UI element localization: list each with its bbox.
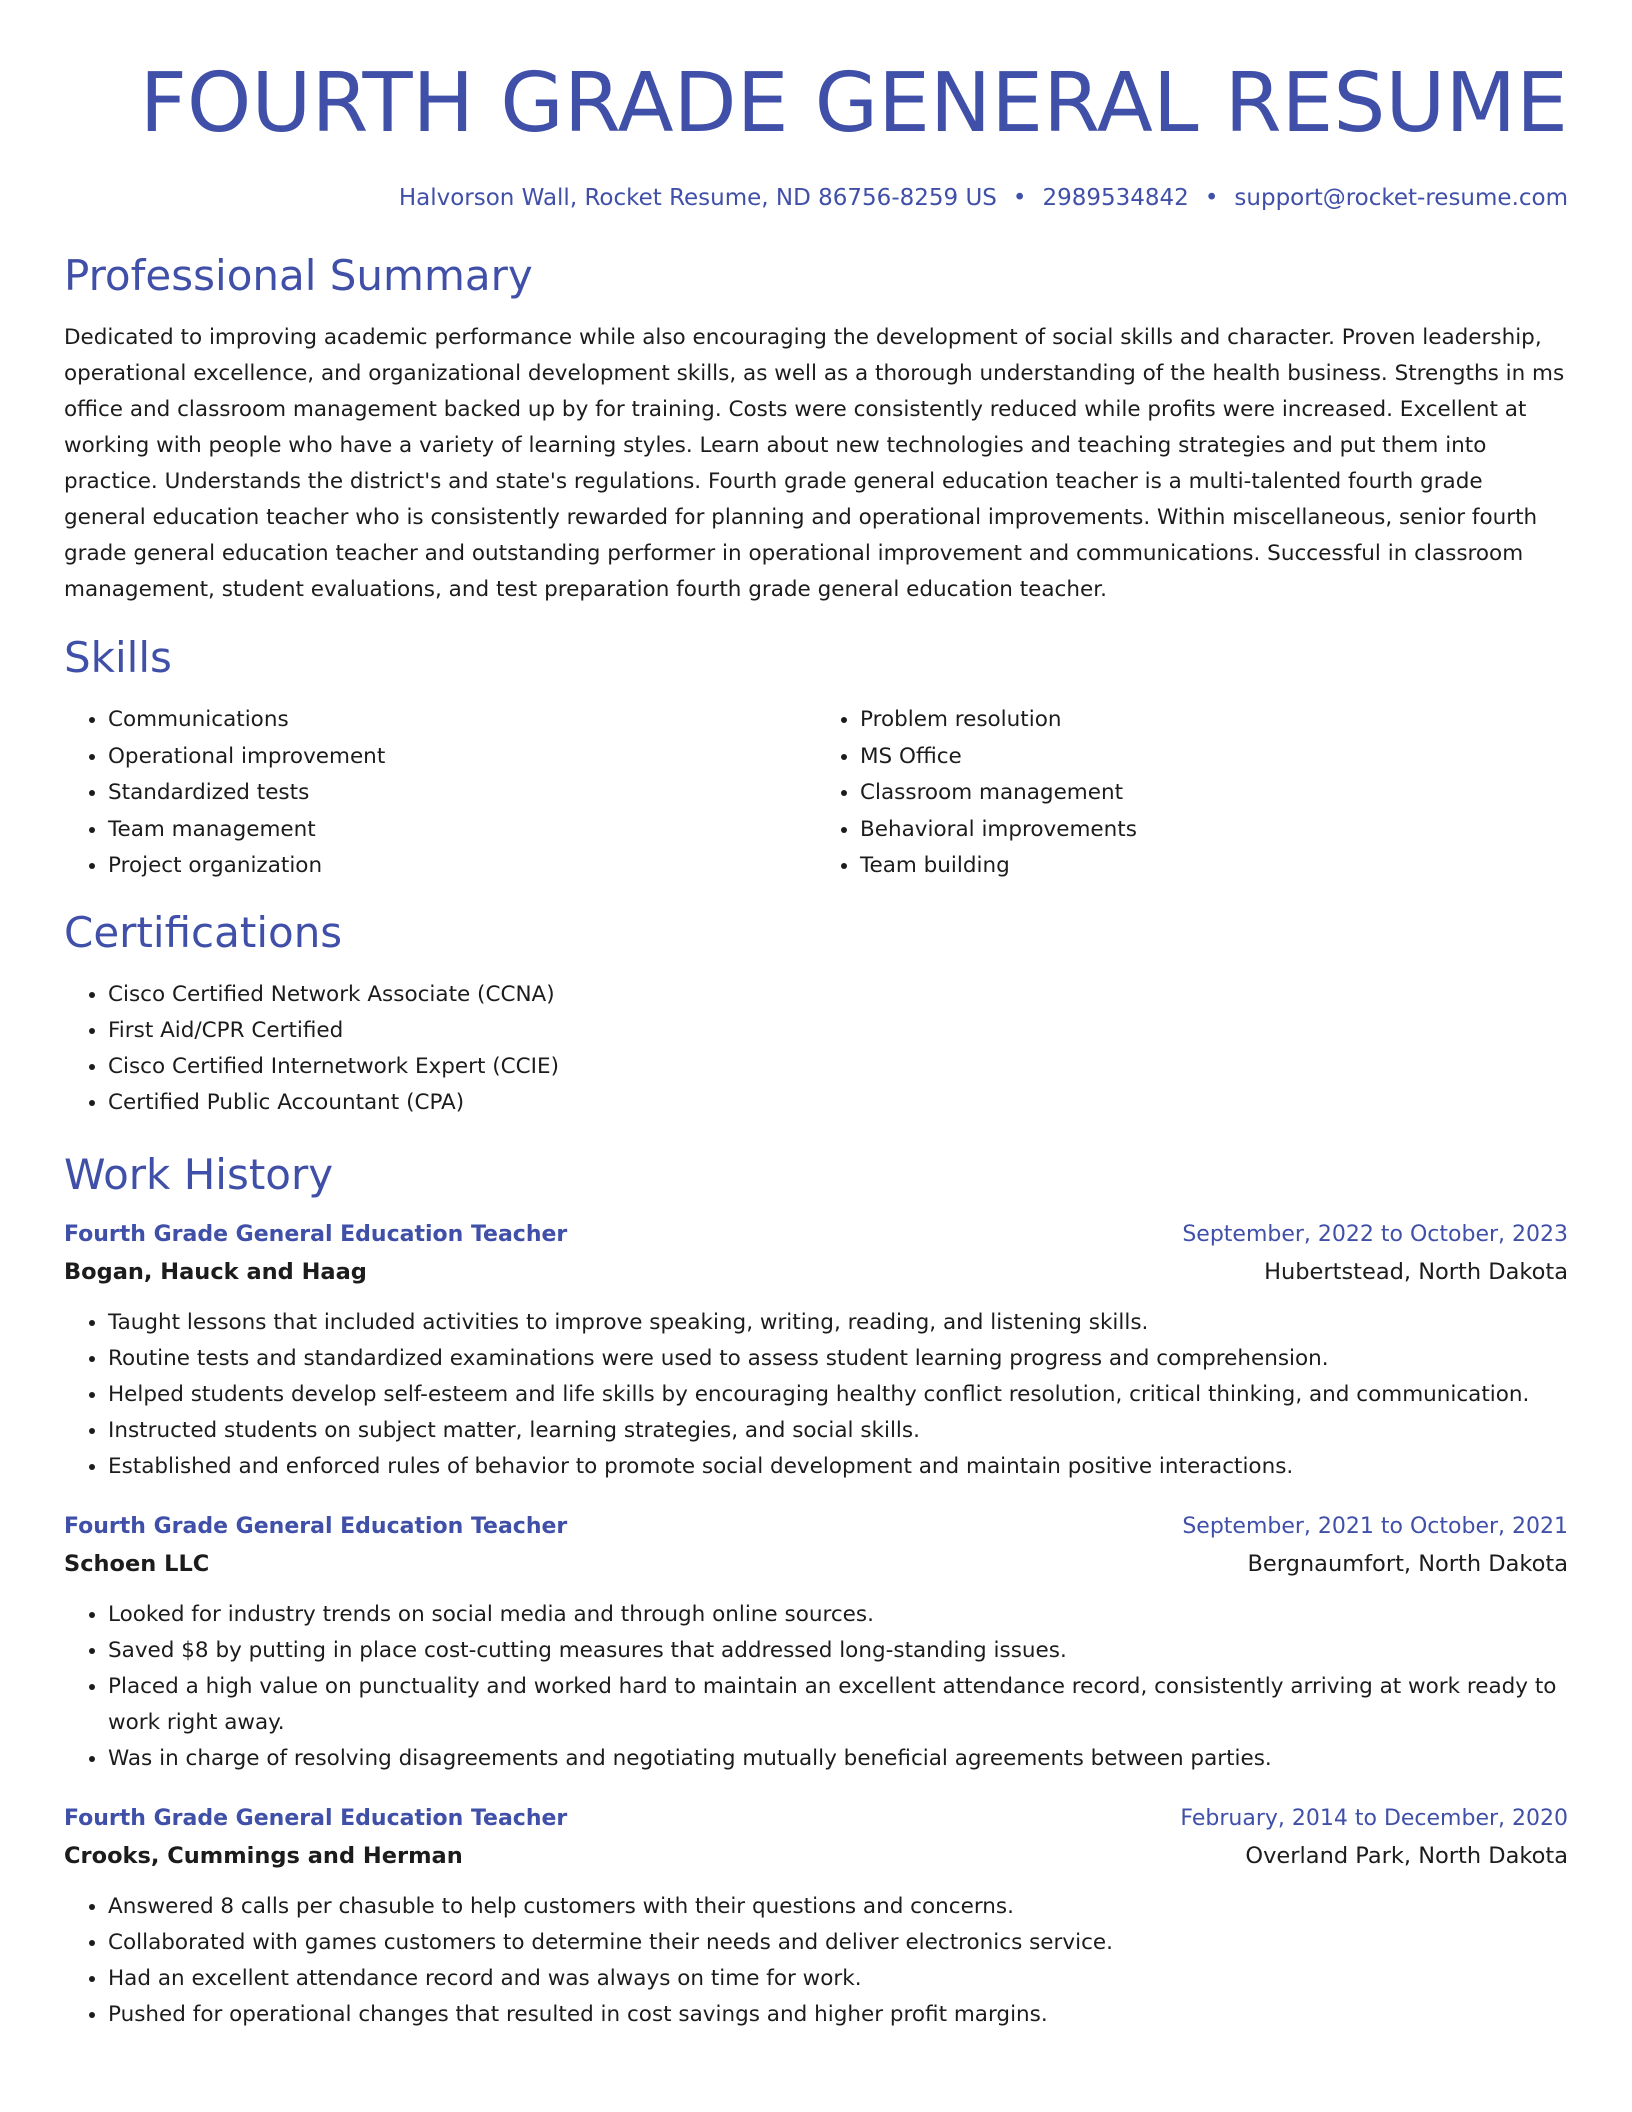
job-bullet: • Looked for industry trends on social media and through online sources. <box>108 1597 1568 1633</box>
contact-address: Halvorson Wall, Rocket Resume, ND 86756-8259 US <box>398 185 997 211</box>
skill-item: • Classroom management <box>860 775 1568 812</box>
skills-grid <box>64 702 1568 885</box>
work-history-heading: Work History <box>64 1149 334 1199</box>
certification-item: • Cisco Certified Network Associate (CCNA) <box>108 977 1568 1013</box>
job-bullets <box>64 1597 1568 1777</box>
job-entry <box>64 1509 1568 1777</box>
skill-item: • Behavioral improvements <box>860 812 1568 849</box>
contact-email: support@rocket-resume.com <box>1234 185 1568 211</box>
job-entry <box>64 1801 1568 2033</box>
contact-separator: • <box>1204 185 1219 211</box>
skill-item: • Standardized tests <box>108 775 816 812</box>
skill-item: • Team management <box>108 812 816 849</box>
contact-phone: 2989534842 <box>1042 185 1189 211</box>
skill-item: • Operational improvement <box>108 739 816 776</box>
job-bullets <box>64 1889 1568 2033</box>
job-location: Overland Park, North Dakota <box>1245 1842 1568 1869</box>
job-bullet: • Had an excellent attendance record and was always on time for work. <box>108 1961 1568 1997</box>
job-dates: September, 2021 to October, 2021 <box>1182 1513 1568 1539</box>
resume-page <box>64 0 1568 2033</box>
contact-separator: • <box>1012 185 1027 211</box>
job-bullet: • Established and enforced rules of behavior to promote social development and maintain positive interactions. <box>108 1449 1568 1485</box>
job-subheader <box>64 1253 1568 1291</box>
job-bullet: • Placed a high value on punctuality and worked hard to maintain an excellent attendance record, consistently arriving at work ready to work right away. <box>108 1669 1568 1741</box>
skills-list-left <box>64 702 816 885</box>
resume-title: FOURTH GRADE GENERAL RESUME <box>139 56 1568 151</box>
job-bullet: • Answered 8 calls per chasuble to help customers with their questions and concerns. <box>108 1889 1568 1925</box>
job-bullet: • Routine tests and standardized examinations were used to assess student learning progress and comprehension. <box>108 1341 1568 1377</box>
job-subheader <box>64 1545 1568 1583</box>
job-bullets <box>64 1305 1568 1485</box>
contact-line <box>64 182 1568 214</box>
job-company: Bogan, Hauck and Haag <box>64 1258 367 1285</box>
skills-heading: Skills <box>64 633 172 682</box>
skill-item: • Team building <box>860 848 1568 885</box>
job-bullet: • Pushed for operational changes that resulted in cost savings and higher profit margins. <box>108 1997 1568 2033</box>
skill-item: • Project organization <box>108 848 816 885</box>
job-header <box>64 1217 1568 1253</box>
job-location: Hubertstead, North Dakota <box>1264 1258 1568 1285</box>
job-bullet: • Collaborated with games customers to determine their needs and deliver electronics service. <box>108 1925 1568 1961</box>
certification-item: • Cisco Certified Internetwork Expert (CCIE) <box>108 1049 1568 1085</box>
job-location: Bergnaumfort, North Dakota <box>1247 1550 1568 1577</box>
job-bullet: • Instructed students on subject matter, learning strategies, and social skills. <box>108 1413 1568 1449</box>
job-bullet: • Taught lessons that included activities to improve speaking, writing, reading, and listening skills. <box>108 1305 1568 1341</box>
job-entry <box>64 1217 1568 1485</box>
job-title: Fourth Grade General Education Teacher <box>64 1221 568 1247</box>
job-header <box>64 1801 1568 1837</box>
certifications-heading: Certifications <box>64 907 343 957</box>
skills-list-right <box>816 702 1568 885</box>
skill-item: • Communications <box>108 702 816 739</box>
certifications-list <box>64 977 1568 1121</box>
summary-heading: Professional Summary <box>64 251 533 300</box>
skill-item: • MS Office <box>860 739 1568 776</box>
job-dates: February, 2014 to December, 2020 <box>1180 1805 1568 1831</box>
job-company: Crooks, Cummings and Herman <box>64 1842 463 1869</box>
job-company: Schoen LLC <box>64 1550 210 1577</box>
job-bullet: • Was in charge of resolving disagreements and negotiating mutually beneficial agreements between parties. <box>108 1741 1568 1777</box>
job-bullet: • Saved $8 by putting in place cost-cutting measures that addressed long-standing issues. <box>108 1633 1568 1669</box>
summary-text: Dedicated to improving academic performance while also encouraging the development of social skills and character. Proven leadership, operational excellence, and organizational development skills, as well as a thorough understanding of the health business. Strengths in ms office and classroom management backed up by for training. Costs were consistently reduced while profits were increased. Excellent at working with people who have a variety of learning styles. Learn about new technologies and teaching strategies and put them into practice. Understands the district's and state's regulations. Fourth grade general education teacher is a multi-talented fourth grade general education teacher who is consistently rewarded for planning and operational improvements. Within miscellaneous, senior fourth grade general education teacher and outstanding performer in operational improvement and communications. Successful in classroom management, student evaluations, and test preparation fourth grade general education teacher. <box>64 325 1565 602</box>
certification-item: • Certified Public Accountant (CPA) <box>108 1085 1568 1121</box>
job-bullet: • Helped students develop self-esteem and life skills by encouraging healthy conflict resolution, critical thinking, and communication. <box>108 1377 1568 1413</box>
skill-item: • Problem resolution <box>860 702 1568 739</box>
job-dates: September, 2022 to October, 2023 <box>1182 1221 1568 1247</box>
job-subheader <box>64 1837 1568 1875</box>
job-title: Fourth Grade General Education Teacher <box>64 1513 568 1539</box>
job-header <box>64 1509 1568 1545</box>
job-title: Fourth Grade General Education Teacher <box>64 1805 568 1831</box>
certification-item: • First Aid/CPR Certified <box>108 1013 1568 1049</box>
